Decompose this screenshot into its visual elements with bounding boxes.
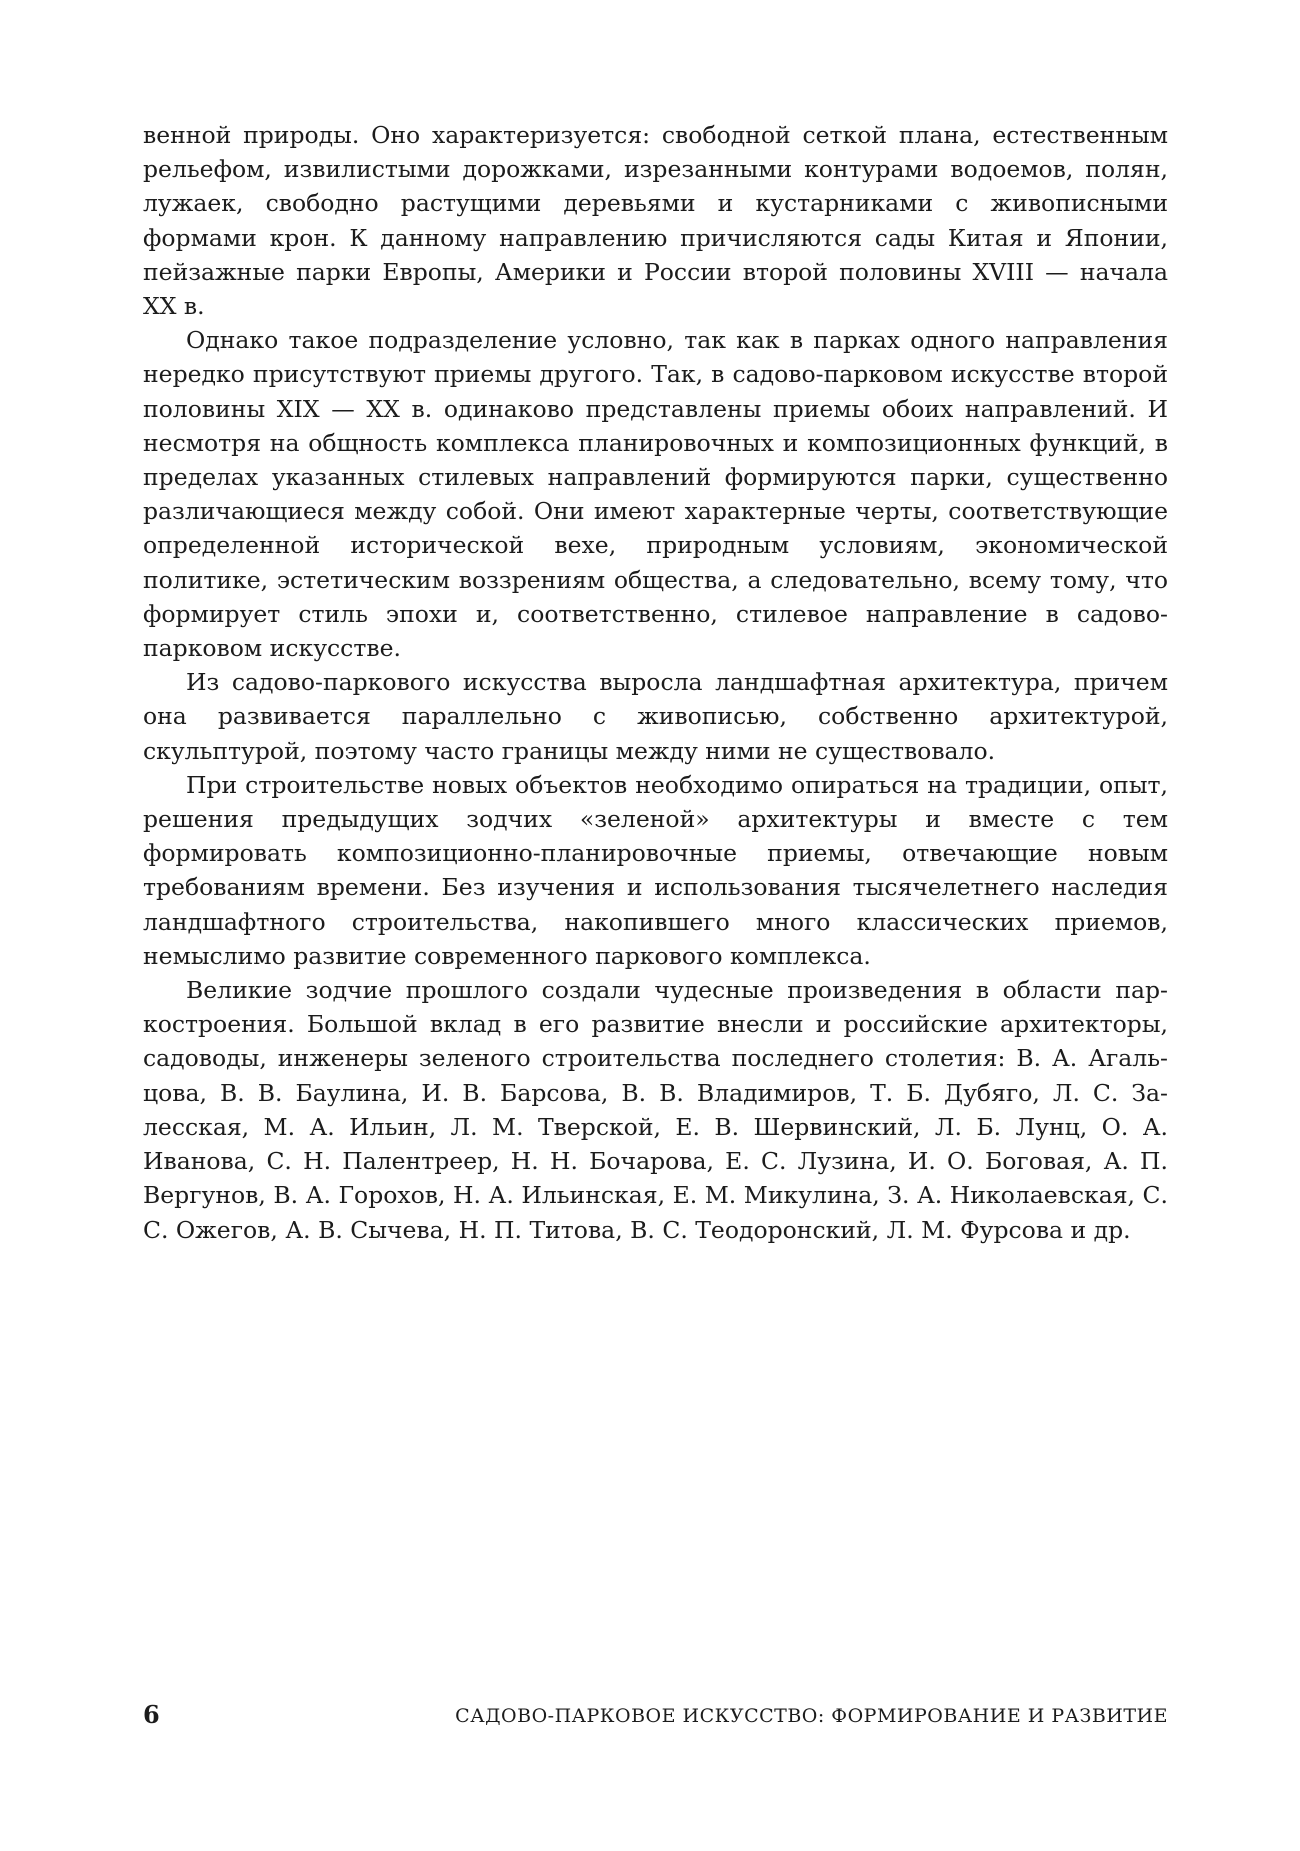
paragraph-2: Однако такое подразделение условно, так как в парках одного направления нередко присутствуют приемы другого. Так, в садово-парковом искусстве второй половины XIX — XX в. одинаково представлены приемы обоих направлений. И несмотря на общность комплекса планировочных и композиционных функций, в пределах указанных стилевых направлений формируются парки, существенно различающиеся между собой. Они имеют характерные черты, соответствующие определенной исторической вехе, природным условиям, экономической политике, эстетическим воззрениям общества, а следовательно, всему тому, что формирует стиль эпохи и, соответственно, стилевое направление в садово-парковом искусстве. [143, 326, 1168, 663]
page-number: 6 [143, 1700, 160, 1729]
running-title: САДОВО-ПАРКОВОЕ ИСКУССТВО: ФОРМИРОВАНИЕ И РАЗВИТИЕ [455, 1705, 1168, 1727]
paragraph-4: При строительстве новых объектов необходимо опираться на традиции, опыт, решения предыдущих зодчих «зеленой» архитектуры и вместе с тем формировать композиционно-планировочные приемы, отвечающие новым требованиям времени. Без изучения и использования тысячелетнего наследия ландшафтного строительства, накопившего много классических приемов, немыслимо развитие современного паркового комплекса. [143, 770, 1168, 970]
page-footer [143, 1700, 1168, 1730]
paragraph-3: Из садово-паркового искусства выросла ландшафтная архитектура, причем она развивается параллельно с живописью, собственно архитектурой, скульптурой, поэтому часто границы между ними не существовало. [143, 668, 1168, 765]
body-text [143, 118, 1168, 1247]
paragraph-1: венной природы. Оно характеризуется: свободной сеткой плана, естественным рельефом, извилистыми дорожками, изрезанными контурами водоемов, полян, лужаек, свободно растущими деревьями и кустарниками с живописными формами крон. К данному направлению причисляются сады Китая и Японии, пейзажные парки Европы, Америки и России второй половины XVIII — начала XX в. [143, 121, 1168, 321]
paragraph-5: Великие зодчие прошлого создали чудесные произведения в области паркостроения. Большой вклад в его развитие внесли и российские архитекторы, садоводы, инженеры зеленого строительства последнего столетия: В. А. Агальцова, В. В. Баулина, И. В. Барсова, В. В. Владимиров, Т. Б. Дубяго, Л. С. Залесская, М. А. Ильин, Л. М. Тверской, Е. В. Шервинский, Л. Б. Лунц, О. А. Иванова, С. Н. Палентреер, Н. Н. Бочарова, Е. С. Лузина, И. О. Боговая, А. П. Вергунов, В. А. Горохов, Н. А. Ильинская, Е. М. Микулина, З. А. Николаевская, С. С. Ожегов, А. В. Сычева, Н. П. Титова, В. С. Теодоронский, Л. М. Фурсова и др. [143, 976, 1168, 1244]
